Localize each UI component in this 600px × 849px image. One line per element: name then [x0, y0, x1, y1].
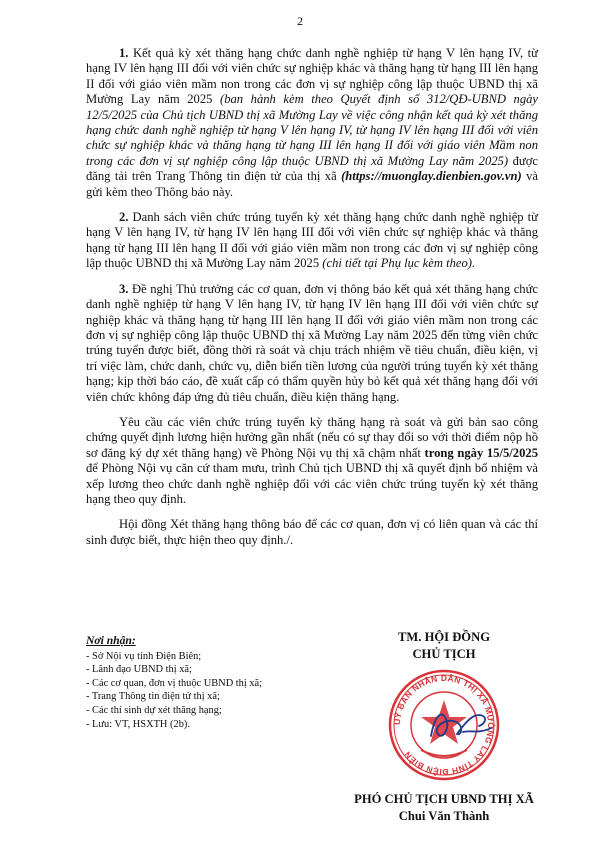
paragraph-text: để Phòng Nội vụ căn cứ tham mưu, trình Chủ tịch UBND thị xã quyết định bổ nhiệm và xếp lương theo chức danh nghề nghiệp đối với các viên chức trúng tuyển kỳ xét thăng hạng theo quy định. [86, 461, 538, 506]
page-number: 2 [297, 14, 303, 28]
paragraph-number: 3. [119, 281, 129, 296]
paragraph-1 [86, 46, 538, 200]
seal-text: UỶ BAN NHÂN DÂN THỊ XÃ MƯỜNG LAY TỈNH ĐIỆN BIÊN [391, 672, 497, 778]
signature-role: CHỦ TỊCH [412, 647, 476, 661]
recipient-item: - Các thí sinh dự xét thăng hạng; [86, 704, 222, 716]
official-seal-stamp [379, 666, 509, 784]
paragraph-italic-note: (ban hành kèm theo Quyết định số 312/QĐ-UBND ngày 12/5/2025 của Chủ tịch UBND thị xã Mường Lay về việc công nhận kết quả kỳ xét thăng hạng chức danh nghề nghiệp từ hạng V lên hạng IV, từ hạng IV lên hạng III đối với viên chức sự nghiệp khác và thăng hạng từ hạng III lên hạng II đối với giáo viên Mầm non trong các đơn vị sự nghiệp công lập thuộc UBND thị xã Mường Lay năm 2025) [86, 92, 538, 168]
recipients-list [86, 650, 336, 732]
deadline-date: trong ngày 15/5/2025 [424, 445, 538, 460]
recipients-title: Nơi nhận: [86, 634, 136, 647]
document-body [86, 46, 538, 555]
paragraph-text: Yêu cầu các viên chức trúng tuyển kỳ thăng hạng rà soát và gửi bản sao công chứng quyết định lương hiện hưởng gần nhất (nếu có sự thay đổi so với thời điểm nộp hồ sơ đăng ký dự xét thăng hạng) về Phòng Nội vụ thị xã chậm nhất [86, 414, 538, 460]
signer-title: PHÓ CHỦ TỊCH UBND THỊ XÃ [354, 792, 534, 806]
recipient-item: - Trang Thông tin điện tử thị xã; [86, 691, 220, 703]
paragraph-text: Kết quả kỳ xét thăng hạng chức danh nghề nghiệp từ hạng V lên hạng IV, từ hạng IV lên hạng III đối với viên chức sự nghiệp khác và thăng hạng từ hạng III lên hạng II đối với giáo viên mầm non trong các đơn vị sự nghiệp công lập thuộc UBND thị xã Mường Lay năm 2025 [86, 46, 538, 107]
paragraph-5 [86, 517, 538, 548]
paragraph-text: được đăng tải trên Trang Thông tin điện tử của thị xã [86, 153, 538, 184]
paragraph-4 [86, 415, 538, 507]
website-link[interactable]: (https://muonglay.dienbien.gov.vn) [341, 169, 522, 184]
recipients-block [86, 634, 336, 731]
recipient-item: - Sở Nội vụ tỉnh Điện Biên; [86, 650, 202, 662]
paragraph-3 [86, 282, 538, 405]
paragraph-text: và gửi kèm theo Thông báo này. [86, 169, 538, 199]
recipient-item: - Lãnh đạo UBND thị xã; [86, 664, 192, 676]
paragraph-text: Danh sách viên chức trúng tuyển kỳ xét thăng hạng chức danh nghề nghiệp từ hạng V lên hạng IV, từ hạng IV lên hạng III đối với viên chức sự nghiệp khác và thăng hạng từ hạng III lên hạng II đối với giáo viên mầm non trong các đơn vị sự nghiệp công lập thuộc UBND thị xã Mường Lay năm 2025 [86, 210, 538, 271]
paragraph-number: 1. [119, 46, 129, 60]
recipient-item: - Lưu: VT, HSXTH (2b). [86, 718, 190, 730]
seal-icon [379, 666, 509, 784]
signature-org: TM. HỘI ĐỒNG [397, 630, 490, 644]
signature-block [318, 630, 570, 824]
paragraph-italic-note: (chi tiết tại Phụ lục kèm theo). [322, 256, 476, 271]
paragraph-number: 2. [119, 210, 129, 225]
paragraph-text: Hội đồng Xét thăng hạng thông báo để các cơ quan, đơn vị có liên quan và các thí sinh được biết, thực hiện theo quy định./. [86, 517, 538, 547]
signer-name: Chui Văn Thành [398, 809, 490, 823]
recipient-item: - Các cơ quan, đơn vị thuộc UBND thị xã; [86, 677, 263, 689]
paragraph-text: Đề nghị Thủ trưởng các cơ quan, đơn vị thông báo kết quả xét thăng hạng chức danh nghề nghiệp từ hạng V lên hạng IV, từ hạng IV lên hạng III đối với viên chức sự nghiệp khác và thăng hạng từ hạng III lên hạng II đối với giáo viên mầm non trong các đơn vị sự nghiệp công lập thuộc UBND thị xã Mường Lay năm 2025 đến từng viên chức trúng tuyển được biết, đồng thời rà soát và chịu trách nhiệm về tiêu chuẩn, điều kiện, vị trí việc làm, chức danh, chức vụ, diễn biến tiền lương của người trúng tuyển kỳ xét thăng hạng; kịp thời báo cáo, đề xuất cấp có thẩm quyền hủy bỏ kết quả xét thăng hạng đối với viên chức không đáp ứng đủ tiêu chuẩn, điều kiện thăng hạng. [86, 281, 538, 404]
paragraph-2 [86, 210, 538, 272]
